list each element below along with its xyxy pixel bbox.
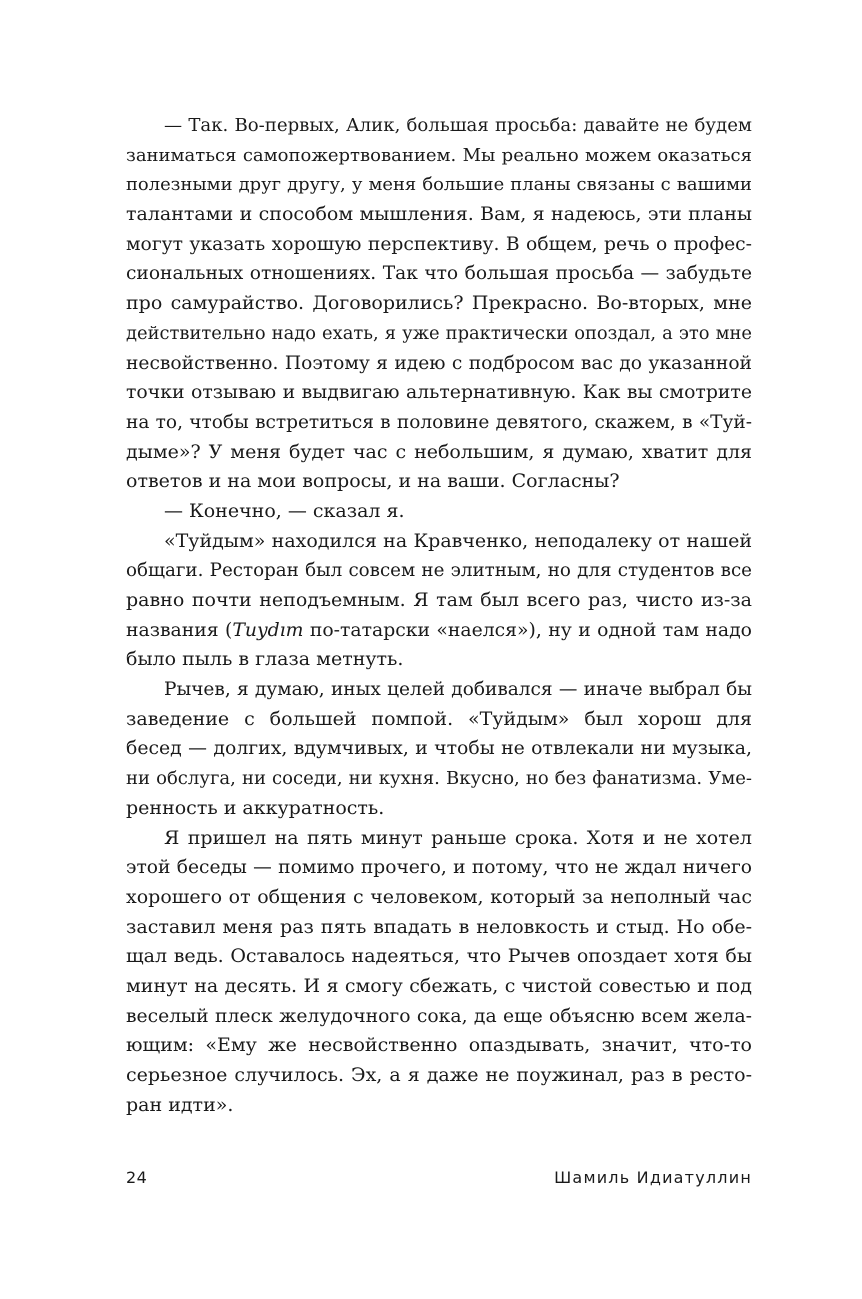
text-line: Я пришел на пять минут раньше срока. Хотя и не хотел bbox=[164, 826, 752, 849]
text-line: Рычев, я думаю, иных целей добивался — иначе выбрал бы bbox=[164, 679, 752, 701]
text-line: названия (Tuydım по-татарски «наелся»), ну и одной там надо bbox=[126, 619, 752, 641]
body-text bbox=[126, 111, 752, 1120]
text-line: минут на десять. И я смогу сбежать, с чистой совестью и под bbox=[126, 974, 752, 997]
text-line: общаги. Ресторан был совсем не элитным, но для студентов все bbox=[126, 560, 752, 582]
text-line: ответов и на мои вопросы, и на ваши. Согласны? bbox=[126, 470, 620, 493]
text-line: несвойственно. Поэтому я идею с подбросом вас до указанной bbox=[126, 352, 752, 374]
text-line: — Конечно, — сказал я. bbox=[164, 499, 405, 522]
text-line: — Так. Во-первых, Алик, большая просьба: давайте не будем bbox=[164, 115, 752, 136]
text-line: щал ведь. Оставалось надеяться, что Рычев опоздает хотя бы bbox=[126, 945, 752, 968]
text-line: действительно надо ехать, я уже практически опоздал, а это мне bbox=[126, 322, 752, 344]
text-line: серьезное случилось. Эх, а я даже не поужинал, раз в ресто- bbox=[126, 1064, 752, 1086]
page-number: 24 bbox=[126, 1168, 148, 1187]
text-line: про самурайство. Договорились? Прекрасно. Во-вторых, мне bbox=[126, 292, 752, 315]
text-line: равно почти неподъемным. Я там был всего раз, чисто из-за bbox=[126, 589, 752, 611]
italic-word: Tuydım bbox=[232, 619, 304, 641]
text-line: дыме»? У меня будет час с небольшим, я думаю, хватит для bbox=[126, 440, 752, 463]
text-line: на то, чтобы встретиться в половине девятого, скажем, в «Туй- bbox=[126, 411, 752, 433]
text-line: ренность и аккуратность. bbox=[126, 796, 385, 819]
text-line: ни обслуга, ни соседи, ни кухня. Вкусно, но без фанатизма. Уме- bbox=[126, 768, 752, 790]
text-line: было пыль в глаза метнуть. bbox=[126, 648, 404, 671]
text-line: хорошего от общения с человеком, который за неполный час bbox=[126, 885, 752, 908]
text-line: заниматься самопожертвованием. Мы реально можем оказаться bbox=[126, 144, 752, 166]
text-line: бесед — долгих, вдумчивых, и чтобы не отвлекали ни музыка, bbox=[126, 738, 752, 760]
text-line: веселый плеск желудочного сока, да еще объясню всем жела- bbox=[126, 1005, 752, 1027]
text-line: этой беседы — помимо прочего, и потому, что не ждал ничего bbox=[126, 857, 752, 879]
text-line: ран идти». bbox=[126, 1093, 234, 1116]
text-line: ющим: «Ему же несвойственно опаздывать, значит, что-то bbox=[126, 1034, 752, 1057]
running-footer-author: Шамиль Идиатуллин bbox=[554, 1168, 752, 1187]
text-line: точки отзываю и выдвигаю альтернативную. Как вы смотрите bbox=[126, 382, 752, 404]
text-line: талантами и способом мышления. Вам, я надеюсь, эти планы bbox=[126, 203, 752, 226]
text-line: могут указать хорошую перспективу. В общем, речь о профес- bbox=[126, 233, 752, 255]
text-line: полезными друг другу, у меня большие планы связаны с вашими bbox=[126, 174, 752, 196]
text-line: «Туйдым» находился на Кравченко, неподалеку от нашей bbox=[164, 529, 752, 552]
text-line: заставил меня раз пять впадать в неловкость и стыд. Но обе- bbox=[126, 915, 752, 938]
text-line: сиональных отношениях. Так что большая просьба — забудьте bbox=[126, 263, 752, 285]
text-line: заведение с большей помпой. «Туйдым» был хорош для bbox=[126, 707, 752, 730]
